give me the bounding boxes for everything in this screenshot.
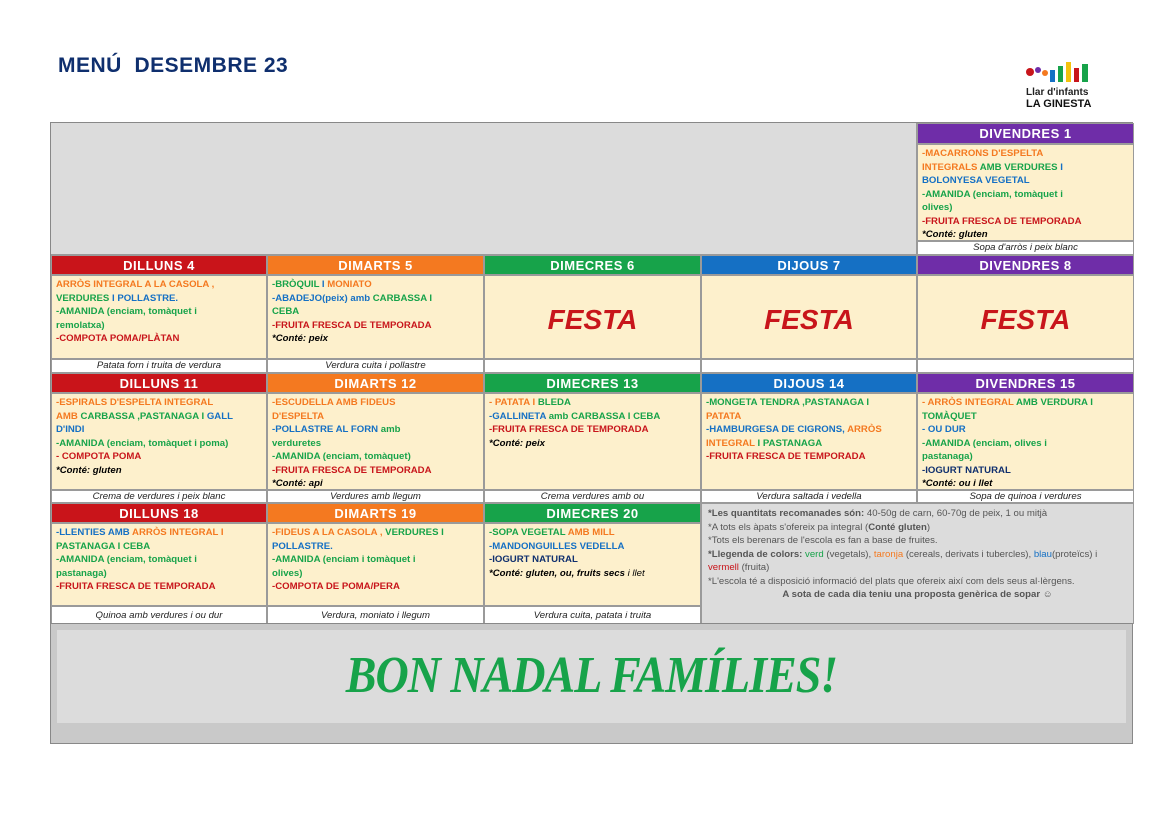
menu-line <box>272 410 479 424</box>
menu-line <box>56 526 262 540</box>
day-header-tue-5: DIMARTS 5 <box>267 255 484 275</box>
menu-line <box>272 464 479 478</box>
menu-line <box>272 526 479 540</box>
menu-line <box>489 526 696 540</box>
legend-line2-b: Conté gluten <box>868 521 927 533</box>
menu-line <box>56 540 262 554</box>
day-header-mon-4: DILLUNS 4 <box>51 255 267 275</box>
menu-line <box>922 396 1129 410</box>
menu-text: -FRUITA FRESCA DE TEMPORADA <box>706 451 866 462</box>
school-logo <box>1020 58 1110 114</box>
day-header-fri-1: DIVENDRES 1 <box>917 123 1134 144</box>
menu-line <box>56 437 262 451</box>
menu-line <box>922 161 1129 175</box>
festa-wed-6: FESTA <box>484 275 701 359</box>
menu-line <box>489 437 696 451</box>
menu-line <box>272 477 479 490</box>
menu-text: AMB VERDURES <box>979 161 1058 173</box>
day-header-thu-14: DIJOUS 14 <box>701 373 917 393</box>
menu-line <box>272 319 479 333</box>
menu-text: POLLASTRE. <box>272 540 333 552</box>
day-header-mon-11: DILLUNS 11 <box>51 373 267 393</box>
supper-mon-4: Patata forn i truita de verdura <box>51 359 267 373</box>
legend-line3: *Tots els berenars de l'escola es fan a base de fruites. <box>708 535 938 546</box>
supper-tue-5: Verdura cuita i pollastre <box>267 359 484 373</box>
menu-line <box>56 464 262 478</box>
menu-line <box>56 305 262 319</box>
legend-line1-bold: *Les quantitats recomanades són: <box>708 508 867 519</box>
menu-text: -ESPIRALS D'ESPELTA INTEGRAL <box>56 397 214 408</box>
menu-text: -FRUITA FRESCA DE TEMPORADA <box>922 215 1082 227</box>
menu-text: -AMANIDA (enciam, tomàquet i <box>56 554 197 565</box>
menu-text: ARRÒS <box>847 424 882 435</box>
menu-text: -AMANIDA (enciam, olives i <box>922 437 1047 449</box>
day-header-fri-15: DIVENDRES 15 <box>917 373 1134 393</box>
menu-line <box>922 201 1129 215</box>
supper-wed-20: Verdura cuita, patata i truita <box>484 606 701 624</box>
menu-text: -IOGURT NATURAL <box>489 554 578 565</box>
menu-cell-tue-5 <box>267 275 484 359</box>
supper-mon-18: Quinoa amb verdures i ou dur <box>51 606 267 624</box>
menu-text: D'ESPELTA <box>272 410 325 422</box>
legend-line4-b: (cereals, derivats i tubercles), <box>903 548 1034 560</box>
menu-text: -AMANIDA (enciam, tomàquet i poma) <box>56 437 229 449</box>
menu-text: remolatxa) <box>56 319 105 331</box>
menu-line <box>272 305 479 319</box>
logo-figures-icon <box>1024 58 1094 86</box>
menu-line <box>272 450 479 464</box>
menu-line <box>272 553 479 567</box>
menu-line <box>922 188 1129 202</box>
menu-line <box>56 450 262 464</box>
legend-line4-d: (fruita) <box>738 562 770 573</box>
supper-wed-13: Crema verdures amb ou <box>484 490 701 503</box>
menu-text: - OU DUR <box>922 424 966 435</box>
menu-line <box>489 540 696 554</box>
menu-line <box>922 437 1129 451</box>
menu-text: verduretes <box>272 437 322 449</box>
menu-text: -HAMBURGESA DE CIGRONS, <box>706 424 848 435</box>
legend-blau: blau <box>1033 548 1052 560</box>
menu-text: CARBASSA ,PASTANAGA I <box>80 410 207 422</box>
menu-text: *Conté: gluten <box>56 464 122 476</box>
menu-text: CEBA <box>272 306 300 317</box>
legend-line2-a: *A tots els àpats s'ofereix pa integral ( <box>708 521 869 533</box>
menu-line <box>272 396 479 410</box>
menu-text: AMB VERDURA I <box>1015 397 1093 408</box>
day-header-wed-6: DIMECRES 6 <box>484 255 701 275</box>
legend-taronja: taronja <box>873 548 904 560</box>
menu-cell-mon-11 <box>51 393 267 490</box>
menu-text: -AMANIDA (enciam, tomàquet) <box>272 451 411 462</box>
supper-thu-7 <box>701 359 917 373</box>
menu-text: VERDURES <box>56 292 110 304</box>
supper-fri-8 <box>917 359 1134 373</box>
menu-text: I <box>109 292 118 304</box>
day-header-wed-13: DIMECRES 13 <box>484 373 701 393</box>
day-header-mon-18: DILLUNS 18 <box>51 503 267 523</box>
menu-text: TOMÀQUET <box>922 410 977 422</box>
menu-text: pastanaga) <box>922 451 973 462</box>
logo-line1: Llar d'infants <box>1026 87 1089 98</box>
christmas-banner <box>50 623 1133 744</box>
supper-fri-15: Sopa de quinoa i verdures <box>917 490 1134 503</box>
menu-text: -COMPOTA DE POMA/PERA <box>272 581 400 592</box>
legend-vermell: vermell <box>708 562 739 573</box>
menu-text: ARRÒS INTEGRAL I <box>132 527 224 538</box>
menu-text: VERDURES I <box>385 527 444 538</box>
menu-line <box>489 567 696 581</box>
menu-text: POLLASTRE. <box>117 292 179 304</box>
christmas-greeting: BON NADAL FAMÍLIES! <box>345 645 838 704</box>
menu-cell-mon-18 <box>51 523 267 606</box>
menu-text: AMB <box>56 410 81 422</box>
menu-text: *Conté: gluten, ou, fruits secs <box>489 567 625 579</box>
day-header-tue-12: DIMARTS 12 <box>267 373 484 393</box>
menu-line <box>922 464 1129 478</box>
menu-cell-wed-20 <box>484 523 701 606</box>
menu-line <box>56 292 262 306</box>
menu-text: - PATATA I <box>489 397 538 408</box>
logo-line2: LA GINESTA <box>1026 98 1092 110</box>
legend-line2-c: ) <box>926 521 931 533</box>
menu-line <box>272 278 479 292</box>
menu-text: - ARRÒS INTEGRAL <box>922 397 1016 408</box>
menu-text: PASTANAGA I CEBA <box>56 540 151 552</box>
menu-text: - COMPOTA POMA <box>56 451 142 462</box>
menu-cell-fri-15 <box>917 393 1134 490</box>
menu-text: *Conté: api <box>272 478 323 489</box>
menu-text: ARRÒS INTEGRAL A LA CASOLA , <box>56 279 215 290</box>
legend-line6: A sota de cada dia teniu una proposta genèrica de sopar ☺ <box>782 589 1053 600</box>
menu-line <box>272 567 479 581</box>
empty-week-area <box>51 123 917 255</box>
menu-text: *Conté: gluten <box>922 229 988 240</box>
menu-text: amb CARBASSA I CEBA <box>548 410 661 422</box>
menu-line <box>922 450 1129 464</box>
menu-line <box>706 423 912 437</box>
supper-mon-11: Crema de verdures i peix blanc <box>51 490 267 503</box>
menu-line <box>706 450 912 464</box>
notes-legend <box>701 503 1134 624</box>
legend-line4-c: (proteïcs) i <box>1051 548 1098 560</box>
menu-text: pastanaga) <box>56 567 107 579</box>
menu-text: -ABADEJO(peix) amb <box>272 292 373 304</box>
menu-text: -LLENTIES AMB <box>56 527 133 538</box>
menu-line <box>272 540 479 554</box>
menu-cell-tue-12 <box>267 393 484 490</box>
menu-line <box>489 396 696 410</box>
menu-line <box>56 580 262 594</box>
menu-text: *Conté: peix <box>489 437 545 449</box>
supper-tue-12: Verdures amb llegum <box>267 490 484 503</box>
festa-thu-7: FESTA <box>701 275 917 359</box>
menu-text: I <box>1057 161 1063 173</box>
menu-line <box>56 332 262 346</box>
menu-text: -ESCUDELLA AMB FIDEUS <box>272 397 396 408</box>
menu-text: INTEGRALS <box>922 161 980 173</box>
supper-tue-19: Verdura, moniato i llegum <box>267 606 484 624</box>
menu-line <box>56 410 262 424</box>
menu-line <box>56 278 262 292</box>
menu-line <box>922 174 1129 188</box>
menu-text: GALL <box>206 410 233 422</box>
menu-line <box>922 410 1129 424</box>
menu-text: olives) <box>272 567 303 579</box>
menu-text: *Conté: ou i llet <box>922 478 993 489</box>
menu-text: -IOGURT NATURAL <box>922 464 1011 476</box>
menu-text: -SOPA VEGETAL <box>489 527 568 538</box>
menu-text: PATATA <box>706 410 742 422</box>
menu-text: -FRUITA FRESCA DE TEMPORADA <box>272 464 432 476</box>
menu-text: BOLONYESA VEGETAL <box>922 175 1030 186</box>
menu-line <box>56 396 262 410</box>
festa-fri-8: FESTA <box>917 275 1134 359</box>
menu-text: olives) <box>922 202 953 213</box>
menu-line <box>489 553 696 567</box>
day-header-tue-19: DIMARTS 19 <box>267 503 484 523</box>
menu-line <box>922 228 1129 241</box>
menu-text: I PASTANAGA <box>757 437 823 449</box>
menu-text: AMB MILL <box>567 527 615 538</box>
menu-text: -FIDEUS A LA CASOLA , <box>272 527 386 538</box>
menu-cell-fri-1 <box>917 144 1134 241</box>
supper-thu-14: Verdura saltada i vedella <box>701 490 917 503</box>
legend-line4-bold: *Llegenda de colors: <box>708 548 806 560</box>
menu-text: INTEGRAL <box>706 437 758 449</box>
menu-text: -FRUITA FRESCA DE TEMPORADA <box>56 581 216 592</box>
menu-cell-tue-19 <box>267 523 484 606</box>
day-header-thu-7: DIJOUS 7 <box>701 255 917 275</box>
menu-text: -MANDONGUILLES VEDELLA <box>489 540 625 552</box>
menu-line <box>272 332 479 346</box>
menu-text: -POLLASTRE AL FORN <box>272 424 381 435</box>
menu-line <box>489 423 696 437</box>
menu-text: -AMANIDA (enciam, tomàquet i <box>56 306 197 317</box>
legend-line4-a: (vegetals), <box>823 548 874 560</box>
day-header-fri-8: DIVENDRES 8 <box>917 255 1134 275</box>
menu-text: MONIATO <box>327 279 372 290</box>
menu-text: *Conté: peix <box>272 333 328 344</box>
menu-text: -FRUITA FRESCA DE TEMPORADA <box>489 424 649 435</box>
supper-wed-6 <box>484 359 701 373</box>
menu-text: -MONGETA TENDRA ,PASTANAGA I <box>706 397 870 408</box>
menu-text: -AMANIDA (enciam i tomàquet i <box>272 554 416 565</box>
menu-text: -FRUITA FRESCA DE TEMPORADA <box>272 319 432 331</box>
menu-line <box>922 423 1129 437</box>
legend-line5: *L'escola té a disposició informació del plats que ofereix així com dels seus al·lèrgens. <box>708 575 1075 587</box>
menu-line <box>56 567 262 581</box>
menu-text: D'INDI <box>56 424 85 435</box>
menu-text: I <box>319 279 328 290</box>
menu-text: -AMANIDA (enciam, tomàquet i <box>922 188 1063 200</box>
menu-text: -GALLINETA <box>489 410 549 422</box>
menu-text: -COMPOTA POMA/PLÀTAN <box>56 333 180 344</box>
menu-cell-wed-13 <box>484 393 701 490</box>
menu-cell-thu-14 <box>701 393 917 490</box>
menu-line <box>56 423 262 437</box>
menu-text: BLEDA <box>537 397 571 408</box>
menu-line <box>56 319 262 333</box>
menu-line <box>922 147 1129 161</box>
menu-line <box>706 410 912 424</box>
menu-line <box>272 423 479 437</box>
menu-text: -BRÒQUIL <box>272 279 320 290</box>
menu-line <box>272 292 479 306</box>
menu-line <box>706 396 912 410</box>
christmas-banner-inner <box>57 630 1126 723</box>
menu-line <box>272 580 479 594</box>
menu-line <box>922 477 1129 490</box>
menu-text: i llet <box>624 567 645 579</box>
legend-line1: 40-50g de carn, 60-70g de peix, 1 ou mitjà <box>866 508 1048 519</box>
menu-cell-mon-4 <box>51 275 267 359</box>
page-title: MENÚ DESEMBRE 23 <box>58 54 289 77</box>
menu-line <box>272 437 479 451</box>
menu-line <box>922 215 1129 229</box>
menu-line <box>56 553 262 567</box>
day-header-wed-20: DIMECRES 20 <box>484 503 701 523</box>
menu-text: amb <box>380 424 401 435</box>
supper-fri-1: Sopa d'arròs i peix blanc <box>917 241 1134 255</box>
legend-verd: verd <box>805 548 824 560</box>
menu-line <box>706 437 912 451</box>
menu-line <box>489 410 696 424</box>
menu-text: -MACARRONS D'ESPELTA <box>922 148 1044 159</box>
menu-text: CARBASSA I <box>372 292 433 304</box>
